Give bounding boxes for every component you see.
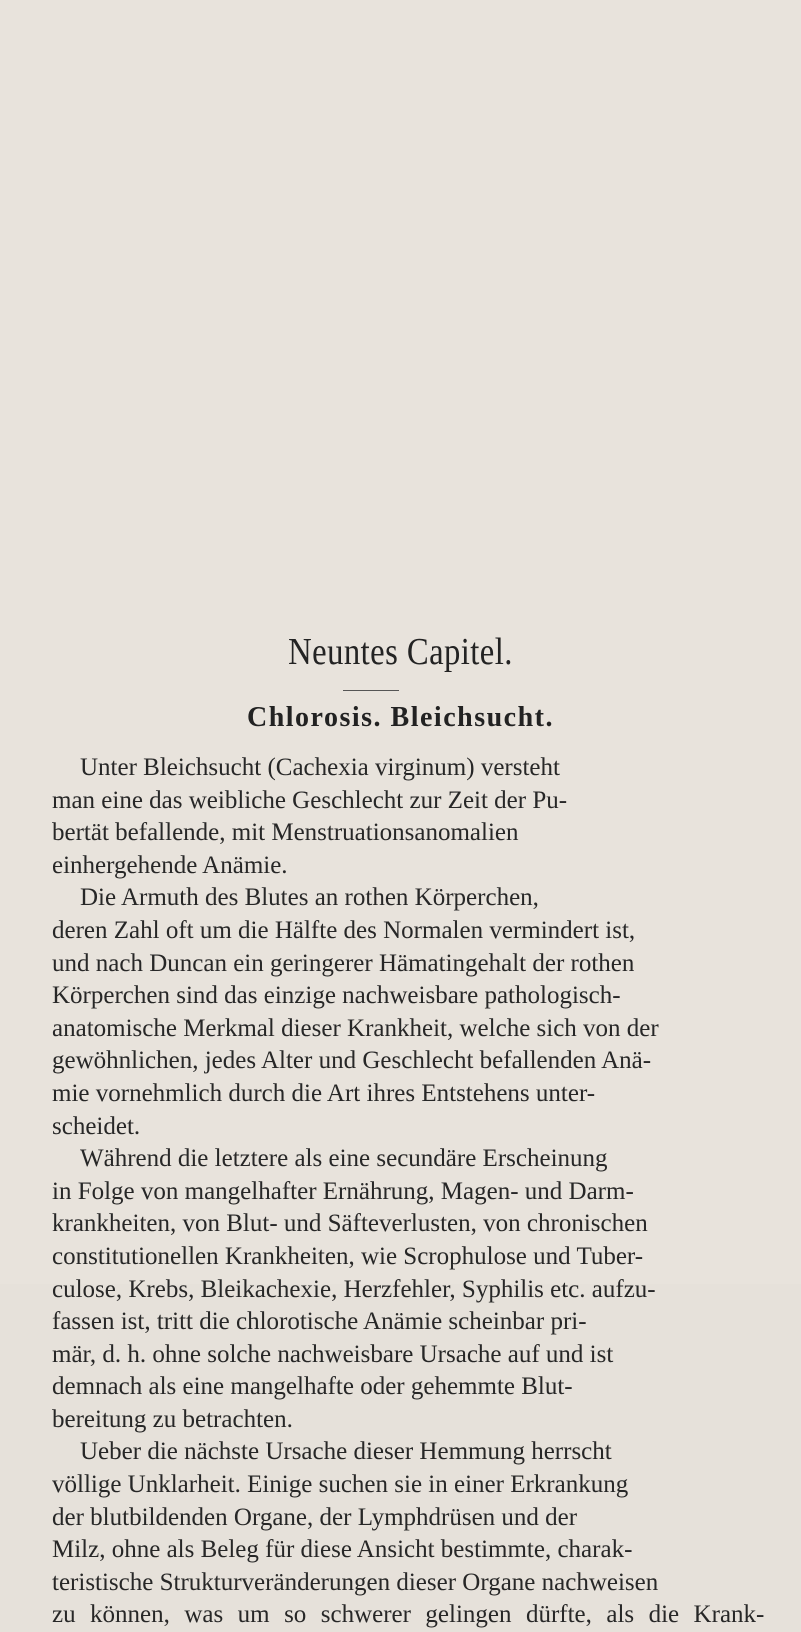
text-line: krankheiten, von Blut- und Säfteverlusten, von chronischen xyxy=(52,1210,648,1238)
chapter-title: Neuntes Capitel. xyxy=(288,631,513,673)
text-line: zu können, was um so schwerer gelingen dürfte, als die Krank- xyxy=(52,1601,765,1629)
text-line: fassen ist, tritt die chlorotische Anämie scheinbar pri- xyxy=(52,1308,587,1336)
text-line: völlige Unklarheit. Einige suchen sie in einer Erkrankung xyxy=(52,1471,629,1499)
title-divider xyxy=(343,690,399,691)
text-line: einhergehende Anämie. xyxy=(52,851,288,879)
text-line: Unter Bleichsucht (Cachexia virginum) versteht xyxy=(80,754,560,781)
text-line: Ueber die nächste Ursache dieser Hemmung herrscht xyxy=(80,1438,612,1466)
text-line: in Folge von mangelhafter Ernährung, Magen- und Darm- xyxy=(52,1177,634,1205)
text-line: demnach als eine mangelhafte oder gehemmte Blut- xyxy=(52,1373,573,1401)
text-line: scheidet. xyxy=(52,1112,141,1140)
text-line: mie vornehmlich durch die Art ihres Entstehens unter- xyxy=(52,1079,596,1107)
text-line: bereitung zu betrachten. xyxy=(52,1405,293,1433)
text-line: der blutbildenden Organe, der Lymphdrüsen und der xyxy=(52,1503,578,1531)
text-line: constitutionellen Krankheiten, wie Scrophulose und Tuber- xyxy=(52,1242,644,1270)
text-line: mär, d. h. ohne solche nachweisbare Ursache auf und ist xyxy=(52,1340,614,1368)
text-line: Körperchen sind das einzige nachweisbare pathologisch- xyxy=(52,982,621,1010)
text-line: bertät befallende, mit Menstruationsanomalien xyxy=(52,819,519,847)
text-line: und nach Duncan ein geringerer Hämatingehalt der rothen xyxy=(52,949,635,977)
body-text xyxy=(52,752,764,1632)
text-line: Während die letztere als eine secundäre Erscheinung xyxy=(80,1145,608,1173)
section-heading: Chlorosis. Bleichsucht. xyxy=(246,702,555,733)
text-line: teristische Strukturveränderungen dieser Organe nachweisen xyxy=(52,1568,659,1596)
text-line: Die Armuth des Blutes an rothen Körperchen, xyxy=(80,884,539,912)
text-line: man eine das weibliche Geschlecht zur Zeit der Pu- xyxy=(52,786,568,814)
text-line: culose, Krebs, Bleikachexie, Herzfehler, Syphilis etc. aufzu- xyxy=(52,1275,656,1303)
text-line: gewöhnlichen, jedes Alter und Geschlecht befallenden Anä- xyxy=(52,1047,652,1075)
text-line: deren Zahl oft um die Hälfte des Normalen vermindert ist, xyxy=(52,916,636,944)
text-line: anatomische Merkmal dieser Krankheit, welche sich von der xyxy=(52,1014,659,1042)
text-line: Milz, ohne als Beleg für diese Ansicht bestimmte, charak- xyxy=(52,1536,633,1564)
